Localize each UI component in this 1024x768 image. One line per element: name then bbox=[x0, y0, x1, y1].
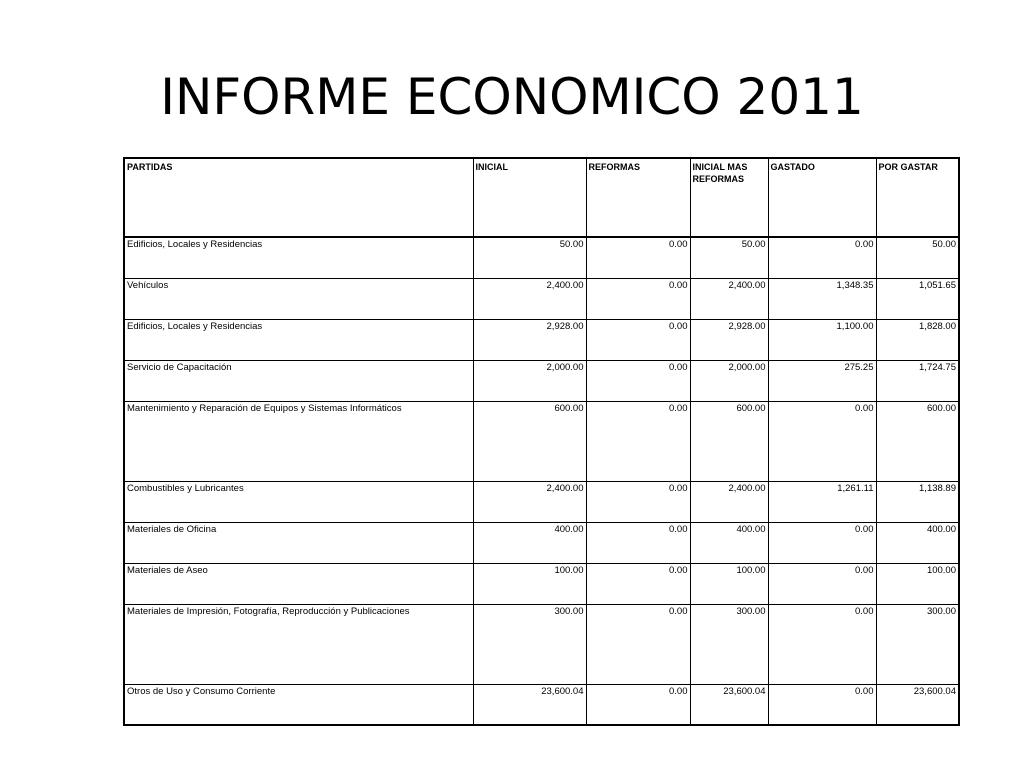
cell-gastado: 0.00 bbox=[768, 563, 876, 604]
table-body bbox=[124, 237, 959, 725]
cell-por-gastar: 1,138.89 bbox=[876, 481, 959, 522]
column-header-inicial: INICIAL bbox=[473, 158, 586, 237]
budget-table bbox=[123, 157, 960, 726]
cell-inicial: 600.00 bbox=[473, 401, 586, 481]
cell-gastado: 0.00 bbox=[768, 237, 876, 278]
cell-partida: Materiales de Impresión, Fotografía, Reproducción y Publicaciones bbox=[124, 604, 473, 684]
cell-inicial-mas-reformas: 300.00 bbox=[690, 604, 768, 684]
cell-partida: Edificios, Locales y Residencias bbox=[124, 319, 473, 360]
cell-por-gastar: 300.00 bbox=[876, 604, 959, 684]
cell-reformas: 0.00 bbox=[586, 684, 690, 725]
column-header-por-gastar: POR GASTAR bbox=[876, 158, 959, 237]
cell-partida: Otros de Uso y Consumo Corriente bbox=[124, 684, 473, 725]
header-row bbox=[124, 158, 959, 237]
cell-partida: Mantenimiento y Reparación de Equipos y Sistemas Informáticos bbox=[124, 401, 473, 481]
table-row bbox=[124, 563, 959, 604]
cell-reformas: 0.00 bbox=[586, 237, 690, 278]
cell-inicial: 2,400.00 bbox=[473, 481, 586, 522]
cell-inicial-mas-reformas: 400.00 bbox=[690, 522, 768, 563]
cell-inicial-mas-reformas: 2,928.00 bbox=[690, 319, 768, 360]
cell-por-gastar: 1,724.75 bbox=[876, 360, 959, 401]
cell-gastado: 0.00 bbox=[768, 604, 876, 684]
cell-inicial-mas-reformas: 100.00 bbox=[690, 563, 768, 604]
cell-reformas: 0.00 bbox=[586, 563, 690, 604]
cell-partida: Edificios, Locales y Residencias bbox=[124, 237, 473, 278]
cell-reformas: 0.00 bbox=[586, 319, 690, 360]
cell-inicial-mas-reformas: 23,600.04 bbox=[690, 684, 768, 725]
cell-inicial: 2,400.00 bbox=[473, 278, 586, 319]
cell-partida: Servicio de Capacitación bbox=[124, 360, 473, 401]
cell-inicial: 2,928.00 bbox=[473, 319, 586, 360]
cell-reformas: 0.00 bbox=[586, 401, 690, 481]
table-row bbox=[124, 360, 959, 401]
cell-inicial-mas-reformas: 2,000.00 bbox=[690, 360, 768, 401]
cell-partida: Vehículos bbox=[124, 278, 473, 319]
table-header bbox=[124, 158, 959, 237]
cell-inicial: 50.00 bbox=[473, 237, 586, 278]
cell-partida: Materiales de Oficina bbox=[124, 522, 473, 563]
table-row bbox=[124, 684, 959, 725]
column-header-reformas: REFORMAS bbox=[586, 158, 690, 237]
cell-por-gastar: 1,828.00 bbox=[876, 319, 959, 360]
cell-gastado: 1,348.35 bbox=[768, 278, 876, 319]
cell-reformas: 0.00 bbox=[586, 522, 690, 563]
cell-por-gastar: 100.00 bbox=[876, 563, 959, 604]
cell-reformas: 0.00 bbox=[586, 604, 690, 684]
table-row bbox=[124, 401, 959, 481]
cell-gastado: 0.00 bbox=[768, 684, 876, 725]
cell-por-gastar: 600.00 bbox=[876, 401, 959, 481]
cell-por-gastar: 400.00 bbox=[876, 522, 959, 563]
cell-partida: Materiales de Aseo bbox=[124, 563, 473, 604]
cell-partida: Combustibles y Lubricantes bbox=[124, 481, 473, 522]
cell-inicial: 23,600.04 bbox=[473, 684, 586, 725]
table-row bbox=[124, 481, 959, 522]
cell-inicial: 2,000.00 bbox=[473, 360, 586, 401]
cell-gastado: 0.00 bbox=[768, 401, 876, 481]
table-row bbox=[124, 522, 959, 563]
cell-inicial: 300.00 bbox=[473, 604, 586, 684]
cell-inicial-mas-reformas: 50.00 bbox=[690, 237, 768, 278]
cell-gastado: 1,261.11 bbox=[768, 481, 876, 522]
cell-inicial-mas-reformas: 600.00 bbox=[690, 401, 768, 481]
cell-por-gastar: 23,600.04 bbox=[876, 684, 959, 725]
cell-reformas: 0.00 bbox=[586, 360, 690, 401]
page-title: INFORME ECONOMICO 2011 bbox=[160, 68, 864, 126]
cell-reformas: 0.00 bbox=[586, 278, 690, 319]
column-header-gastado: GASTADO bbox=[768, 158, 876, 237]
table-row bbox=[124, 237, 959, 278]
cell-inicial-mas-reformas: 2,400.00 bbox=[690, 278, 768, 319]
table-row bbox=[124, 278, 959, 319]
column-header-partidas: PARTIDAS bbox=[124, 158, 473, 237]
cell-gastado: 0.00 bbox=[768, 522, 876, 563]
cell-inicial: 100.00 bbox=[473, 563, 586, 604]
table-row bbox=[124, 319, 959, 360]
cell-reformas: 0.00 bbox=[586, 481, 690, 522]
cell-inicial-mas-reformas: 2,400.00 bbox=[690, 481, 768, 522]
cell-por-gastar: 1,051.65 bbox=[876, 278, 959, 319]
cell-por-gastar: 50.00 bbox=[876, 237, 959, 278]
cell-gastado: 275.25 bbox=[768, 360, 876, 401]
cell-inicial: 400.00 bbox=[473, 522, 586, 563]
table-row bbox=[124, 604, 959, 684]
column-header-inicial-mas-reformas: INICIAL MAS REFORMAS bbox=[690, 158, 768, 237]
cell-gastado: 1,100.00 bbox=[768, 319, 876, 360]
